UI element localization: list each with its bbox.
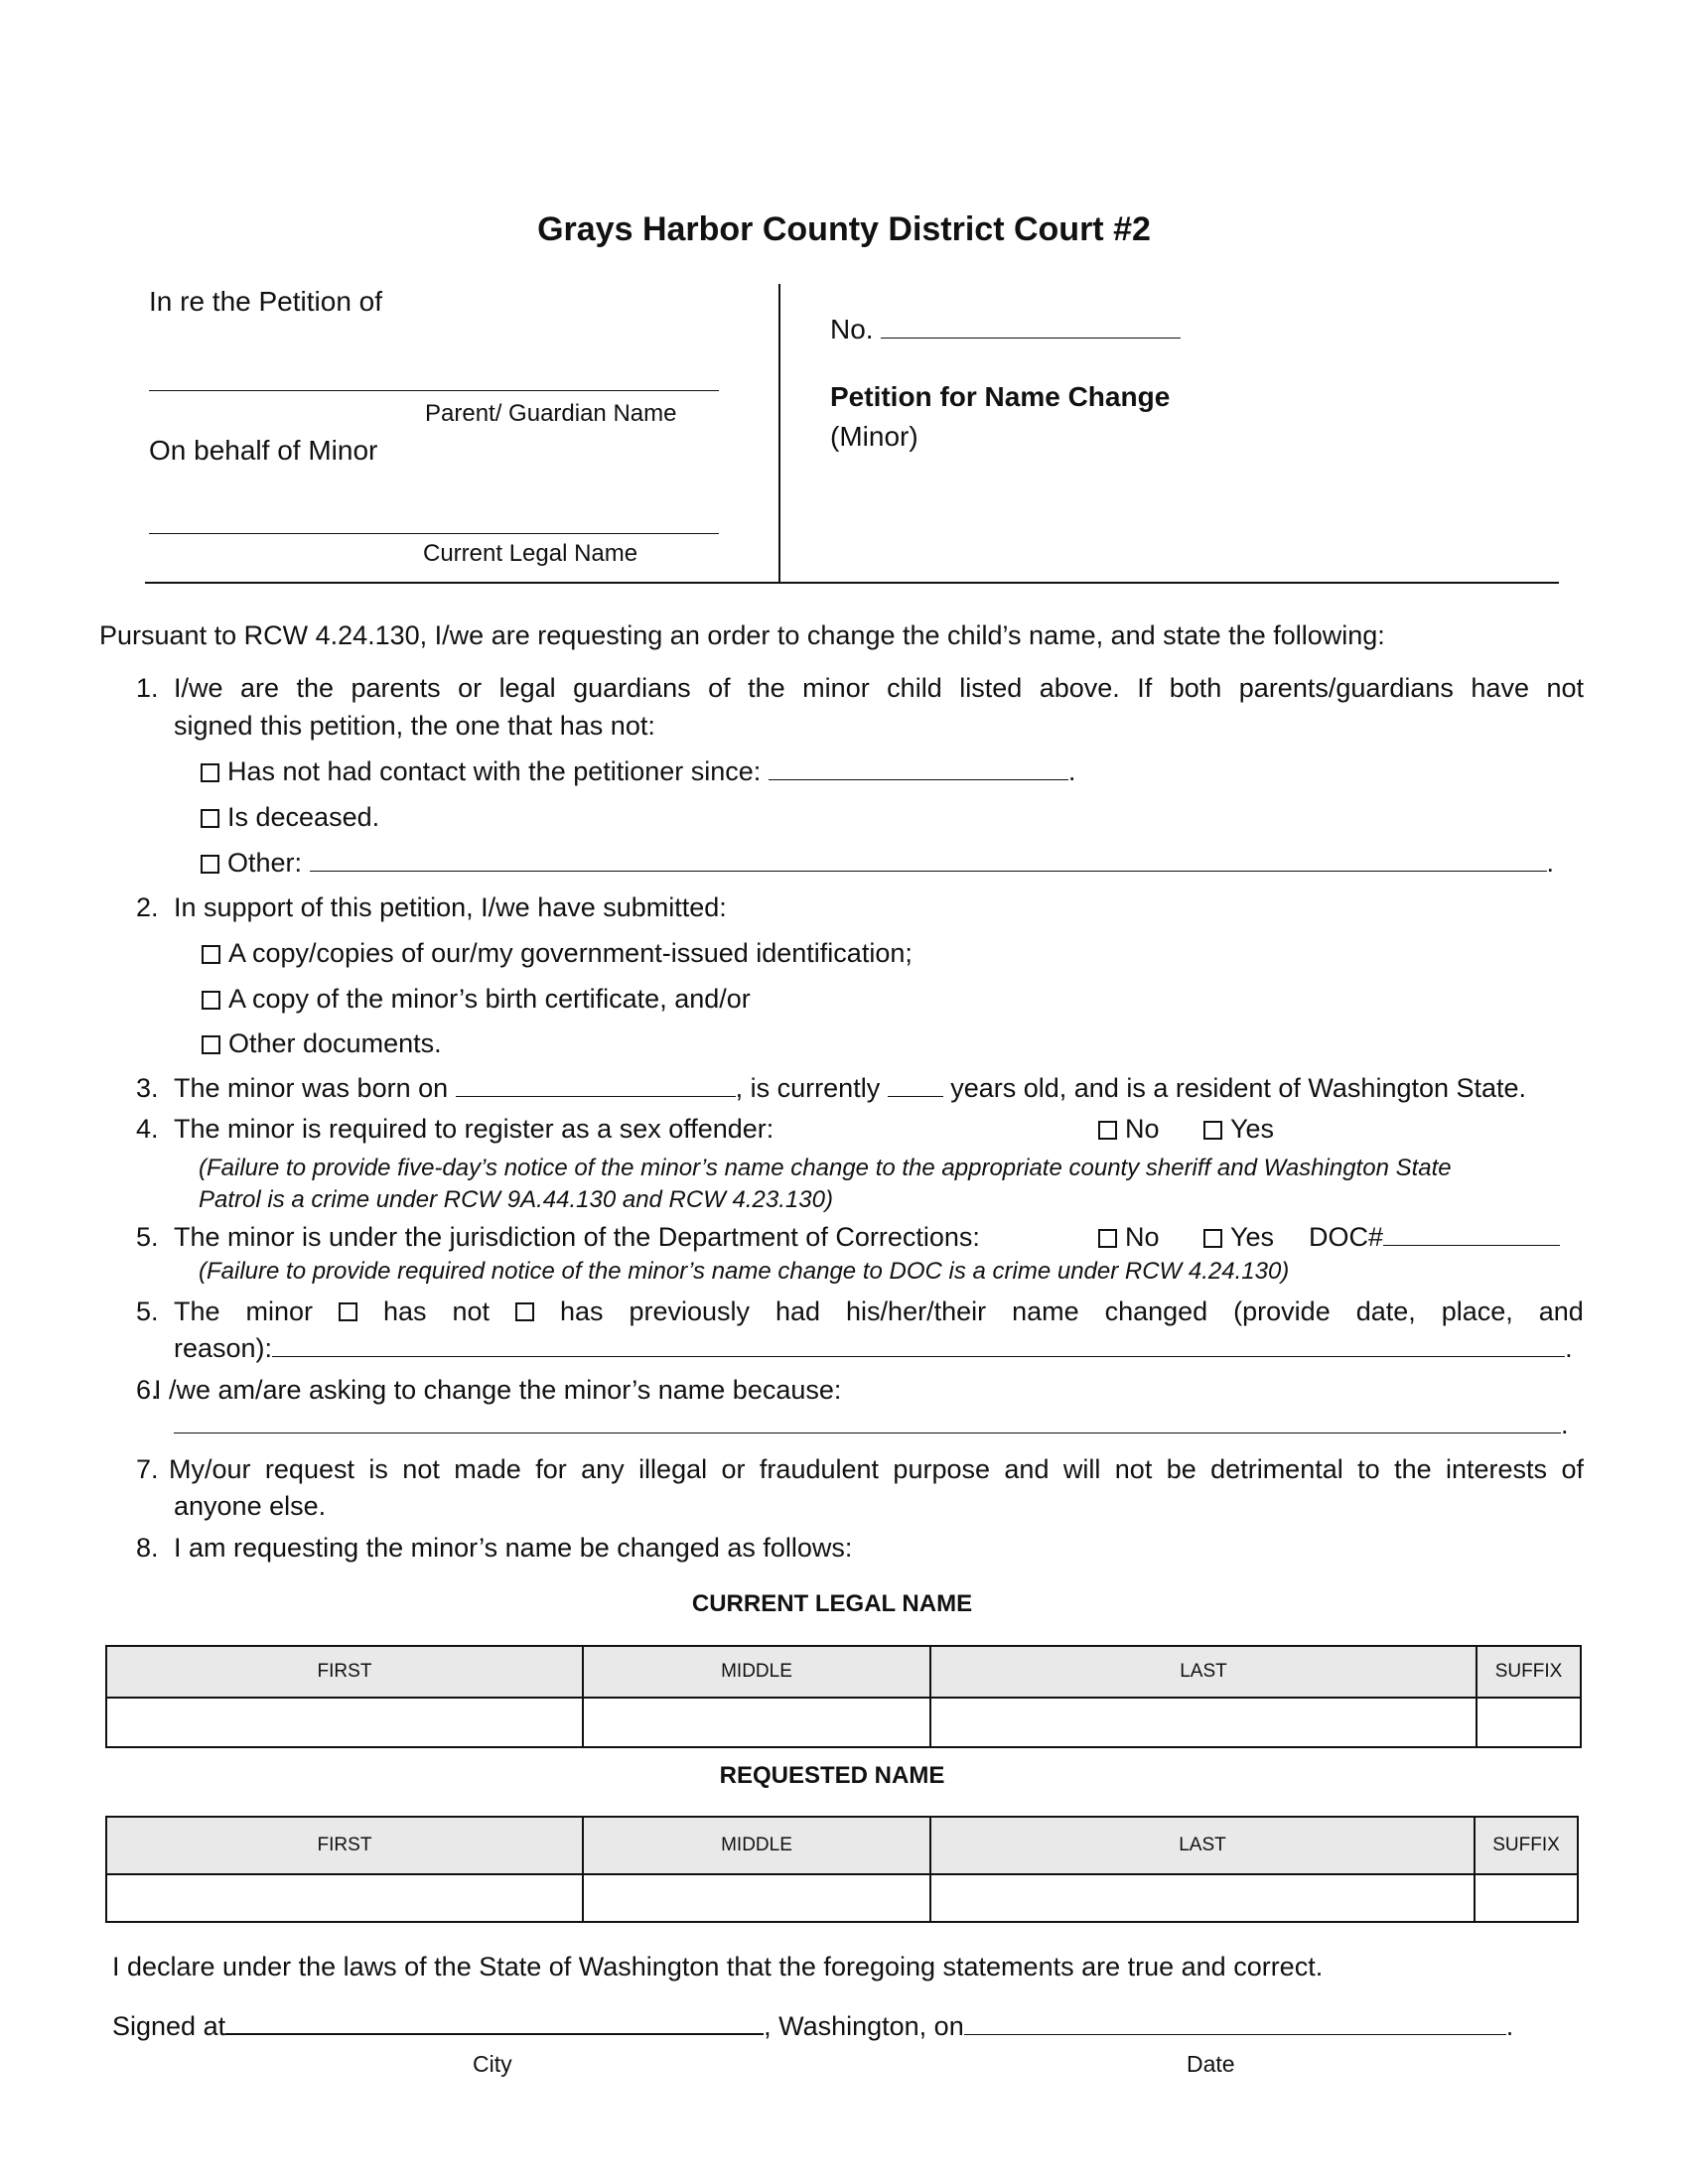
washington-on-label: , Washington, on (764, 2011, 964, 2041)
case-number-field[interactable] (881, 337, 1181, 339)
id-checkbox[interactable] (202, 945, 220, 964)
deceased-label: Is deceased. (227, 802, 380, 832)
sex-offender-no-checkbox[interactable] (1098, 1121, 1117, 1140)
item-5b-word: his/her/their (846, 1297, 987, 1326)
no-contact-label: Has not had contact with the petitioner since: (227, 756, 762, 786)
parent-name-label: Parent/ Guardian Name (425, 400, 677, 427)
sex-offender-no-label: No (1125, 1114, 1160, 1144)
requested-last-name-field[interactable] (930, 1874, 1475, 1922)
signed-at-label: Signed at (112, 2011, 226, 2041)
birth-certificate-checkbox[interactable] (202, 991, 220, 1010)
sex-offender-yes-checkbox[interactable] (1203, 1121, 1222, 1140)
column-header-last: LAST (930, 1646, 1477, 1698)
item-5b-word: had (775, 1297, 821, 1326)
parent-name-line[interactable] (149, 390, 719, 391)
reason-label: reason): (174, 1333, 273, 1363)
doc-no-label: No (1125, 1222, 1160, 1252)
item-5b-number: 5. (136, 1297, 159, 1326)
column-header-middle: MIDDLE (583, 1646, 930, 1698)
item-4-note-line1: (Failure to provide five-day’s notice of the minor’s name change to the appropriate county sheriff and Washington State (199, 1155, 1452, 1181)
item-5b-word: not (452, 1297, 491, 1326)
deceased-checkbox[interactable] (201, 809, 219, 828)
requested-name-table (105, 1816, 1579, 1923)
current-last-name-field[interactable] (930, 1698, 1477, 1747)
item-1-option-2 (201, 802, 379, 833)
column-header-first: FIRST (106, 1646, 583, 1698)
item-2-text: In support of this petition, I/we have submitted: (174, 892, 727, 922)
item-4-text: The minor is required to register as a sex offender: (174, 1114, 774, 1144)
item-4-number: 4. (136, 1114, 159, 1144)
case-number-label: No. (830, 314, 874, 344)
item-6-answer: . (174, 1410, 1569, 1440)
item-5b-line2: reason): . (174, 1333, 1573, 1363)
item-1-line1: I/we are the parents or legal guardians of the minor child listed above. If both parents/guardians have not (174, 673, 1584, 703)
column-header-suffix: SUFFIX (1477, 1646, 1581, 1698)
item-3-text (174, 1073, 1526, 1104)
item-2-option-1 (202, 938, 913, 969)
doc-yes (1203, 1222, 1274, 1253)
item-7-line2: anyone else. (174, 1491, 327, 1521)
city-label: City (473, 2051, 512, 2077)
current-name-heading: CURRENT LEGAL NAME (691, 1590, 973, 1617)
requested-name-header-row (106, 1817, 1578, 1874)
item-2-number: 2. (136, 892, 159, 922)
item-5b-word: (provide (1233, 1297, 1331, 1326)
column-header-suffix: SUFFIX (1475, 1817, 1578, 1874)
born-on-label: The minor was born on (174, 1073, 449, 1103)
current-name-line[interactable] (149, 533, 719, 534)
document-subtitle: (Minor) (830, 421, 918, 452)
item-5b-word: date, (1355, 1297, 1416, 1326)
caption-divider (778, 284, 780, 583)
item-2-option-3 (202, 1028, 442, 1059)
current-name-input-row (106, 1698, 1581, 1747)
item-1-line2: signed this petition, the one that has not: (174, 711, 655, 741)
not-changed-checkbox[interactable] (339, 1302, 357, 1321)
reason-field[interactable] (174, 1432, 1561, 1433)
declaration-text: I declare under the laws of the State of Washington that the foregoing statements are true and correct. (112, 1952, 1324, 1981)
intro-text: Pursuant to RCW 4.24.130, I/we are requesting an order to change the child’s name, and state the following: (99, 620, 1385, 650)
current-suffix-field[interactable] (1477, 1698, 1581, 1747)
requested-name-heading: REQUESTED NAME (719, 1762, 945, 1789)
date-field[interactable] (964, 2033, 1506, 2035)
requested-name-input-row (106, 1874, 1578, 1922)
other-checkbox[interactable] (201, 855, 219, 874)
no-contact-checkbox[interactable] (201, 763, 219, 782)
current-name-table (105, 1645, 1582, 1748)
item-6-number: 6. (136, 1375, 159, 1405)
item-5b-word: changed (1104, 1297, 1208, 1326)
item-8-number: 8. (136, 1533, 159, 1563)
requested-first-name-field[interactable] (106, 1874, 583, 1922)
court-title: Grays Harbor County District Court #2 (537, 210, 1151, 248)
item-7-number: 7. (136, 1454, 159, 1484)
item-8-text: I am requesting the minor’s name be changed as follows: (174, 1533, 853, 1563)
item-5b-line1 (174, 1297, 1584, 1327)
item-6-text: I /we am/are asking to change the minor’s name because: (154, 1375, 842, 1405)
doc-yes-checkbox[interactable] (1203, 1229, 1222, 1248)
signature-line (112, 2011, 1513, 2042)
doc-number (1309, 1222, 1560, 1253)
item-4-note-line2: Patrol is a crime under RCW 9A.44.130 and RCW 4.23.130) (199, 1186, 833, 1213)
sex-offender-yes (1203, 1114, 1274, 1145)
item-5b-word: previously (629, 1297, 751, 1326)
item-5b-word: has (559, 1297, 604, 1326)
other-field[interactable] (310, 870, 1547, 872)
years-old-label: years old, and is a resident of Washington State. (950, 1073, 1527, 1103)
item-5-number: 5. (136, 1222, 159, 1252)
behalf-label: On behalf of Minor (149, 435, 378, 466)
name-change-history-field[interactable] (272, 1355, 1565, 1357)
item-5b-word: The (174, 1297, 220, 1326)
item-1-number: 1. (136, 673, 159, 703)
caption-bottom-rule (145, 582, 1559, 584)
other-documents-checkbox[interactable] (202, 1035, 220, 1054)
doc-number-field[interactable] (1383, 1244, 1560, 1246)
city-field[interactable] (225, 2032, 764, 2035)
currently-label: , is currently (735, 1073, 881, 1103)
column-header-middle: MIDDLE (583, 1817, 930, 1874)
item-5-note: (Failure to provide required notice of the minor’s name change to DOC is a crime under RCW 4.24.130) (199, 1258, 1290, 1285)
column-header-last: LAST (930, 1817, 1475, 1874)
petition-of-label: In re the Petition of (149, 286, 383, 317)
document-title: Petition for Name Change (830, 381, 1171, 412)
id-label: A copy/copies of our/my government-issued identification; (228, 938, 913, 968)
other-label: Other: (227, 848, 303, 878)
doc-no-checkbox[interactable] (1098, 1229, 1117, 1248)
item-5b-word: and (1538, 1297, 1584, 1326)
current-middle-name-field[interactable] (583, 1698, 930, 1747)
item-5-text: The minor is under the jurisdiction of the Department of Corrections: (174, 1222, 980, 1252)
doc-no (1098, 1222, 1160, 1253)
current-name-label: Current Legal Name (423, 540, 638, 567)
item-1-option-3: Other: . (201, 848, 1554, 879)
doc-yes-label: Yes (1230, 1222, 1275, 1252)
age-field[interactable] (888, 1095, 943, 1097)
item-5b-word: place, (1441, 1297, 1513, 1326)
doc-number-label: DOC# (1309, 1222, 1384, 1252)
column-header-first: FIRST (106, 1817, 583, 1874)
no-contact-date-field[interactable] (769, 778, 1068, 780)
item-2-option-2 (202, 984, 751, 1015)
item-1-option-1: Has not had contact with the petitioner since: . (201, 756, 1075, 787)
previously-changed-checkbox[interactable] (515, 1302, 534, 1321)
item-5b-word: name (1012, 1297, 1079, 1326)
signature-period: . (1505, 2011, 1514, 2041)
requested-suffix-field[interactable] (1475, 1874, 1578, 1922)
birth-certificate-label: A copy of the minor’s birth certificate, and/or (228, 984, 751, 1014)
current-name-header-row (106, 1646, 1581, 1698)
birth-date-field[interactable] (456, 1095, 736, 1097)
case-number (830, 314, 1181, 345)
date-label: Date (1187, 2051, 1235, 2077)
other-documents-label: Other documents. (228, 1028, 442, 1058)
item-5b-word: minor (245, 1297, 314, 1326)
sex-offender-yes-label: Yes (1230, 1114, 1275, 1144)
item-5b-word: has (382, 1297, 427, 1326)
requested-middle-name-field[interactable] (583, 1874, 930, 1922)
item-7-line1: My/our request is not made for any illegal or fraudulent purpose and will not be detrimental to the interests of (169, 1454, 1584, 1484)
sex-offender-no (1098, 1114, 1160, 1145)
item-3-number: 3. (136, 1073, 159, 1103)
current-first-name-field[interactable] (106, 1698, 583, 1747)
